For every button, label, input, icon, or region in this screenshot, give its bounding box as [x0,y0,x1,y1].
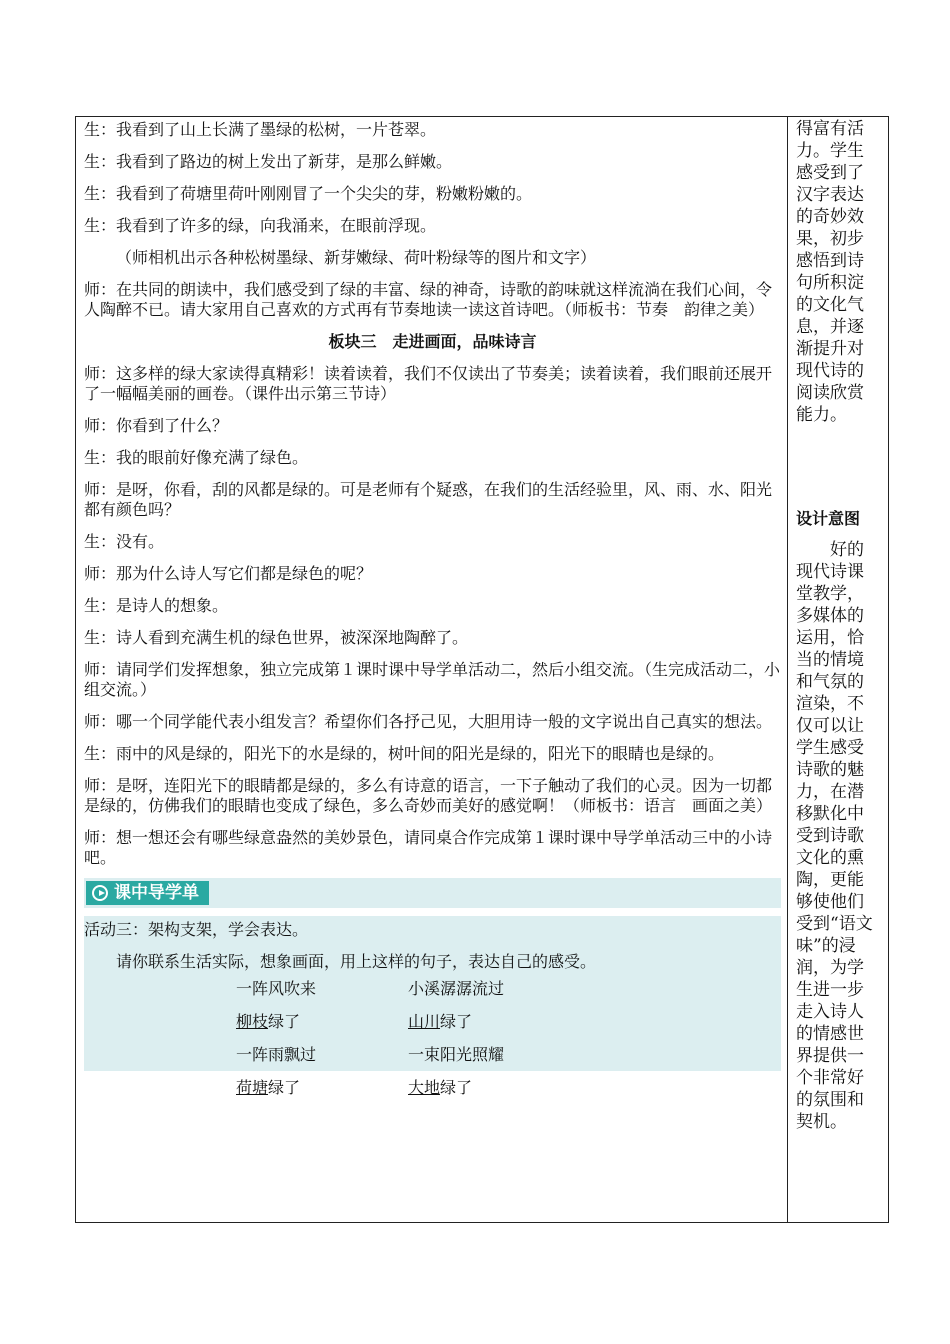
line-5: （师相机出示各种松树墨绿、新芽嫩绿、荷叶粉绿等的图片和文字） [116,248,597,267]
line-17: 生：雨中的风是绿的，阳光下的水是绿的，树叶间的阳光是绿的，阳光下的眼睛也是绿的。 [84,744,725,763]
guide-sheet-badge [86,881,209,905]
line-8: 师：你看到了什么？ [84,416,229,435]
activity-title: 活动三：架构支架，学会表达。 [84,920,309,939]
line-6: 师：在共同的朗读中，我们感受到了绿的丰富、绿的神奇，诗歌的韵味就这样流淌在我们心间，令人陶醉不已。请大家用自己喜欢的方式再有节奏地读一读这首诗吧。（师板书：节奏 韵律之美） [84,280,773,319]
poem-row [236,978,781,1000]
main-column [84,117,781,1097]
line-16: 师：哪一个同学能代表小组发言？希望你们各抒己见，大胆用诗一般的文字说出自己真实的想法。 [84,712,773,731]
section-heading: 板块三 走进画面，品味诗言 [328,332,537,351]
poem-cell [236,1077,408,1099]
poem-suffix: 绿了 [440,1078,473,1097]
line-3: 生：我看到了荷塘里荷叶刚刚冒了一个尖尖的芽，粉嫩粉嫩的。 [84,184,533,203]
poem-cell: 一阵风吹来 [236,979,317,998]
column-divider [787,116,788,1223]
poem-cell: 小溪潺潺流过 [408,979,505,998]
activity-prompt: 请你联系生活实际，想象画面，用上这样的句子，表达自己的感受。 [116,952,597,971]
activity-panel [84,916,781,1097]
poem-cell [408,1077,608,1099]
poem-suffix: 绿了 [268,1012,301,1031]
badge-label: 课中导学单 [114,883,199,903]
line-11: 生：没有。 [84,532,165,551]
poem-cell [408,1011,608,1033]
play-circle-icon [92,885,108,901]
poem-cell [236,1011,408,1033]
line-18: 师：是呀，连阳光下的眼睛都是绿的，多么有诗意的语言，一下子触动了我们的心灵。因为一切都是绿的，仿佛我们的眼睛也变成了绿色，多么奇妙而美好的感觉啊！（师板书：语言 画面之美） [84,776,773,815]
poem-underlined-word: 柳枝 [236,1012,269,1031]
poem-suffix: 绿了 [440,1012,473,1031]
line-13: 生：是诗人的想象。 [84,596,229,615]
line-4: 生：我看到了许多的绿，向我涌来，在眼前浮现。 [84,216,437,235]
line-1: 生：我看到了山上长满了墨绿的松树，一片苍翠。 [84,120,437,139]
poem-row [236,1077,781,1099]
line-7: 师：这多样的绿大家读得真精彩！读着读着，我们不仅读出了节奏美；读着读着，我们眼前还展开了一幅幅美丽的画卷。（课件出示第三节诗） [84,364,773,403]
poem-underlined-word: 荷塘 [236,1078,269,1097]
side-note-top: 得富有活力。学生感受到了汉字表达的奇妙效果，初步感悟到诗句所积淀的文化气息，并逐渐提升对现代诗的阅读欣赏能力。 [796,119,864,425]
line-10: 师：是呀，你看，刮的风都是绿的。可是老师有个疑惑，在我们的生活经验里，风、雨、水、阳光都有颜色吗？ [84,480,773,519]
poem-cell: 一阵雨飘过 [236,1045,317,1064]
poem-underlined-word: 山川 [408,1012,441,1031]
line-19: 师：想一想还会有哪些绿意盎然的美妙景色，请同桌合作完成第１课时课中导学单活动三中的小诗吧。 [84,828,773,867]
line-2: 生：我看到了路边的树上发出了新芽，是那么鲜嫩。 [84,152,453,171]
poem-underlined-word: 大地 [408,1078,441,1097]
poem-row [236,1011,781,1033]
poem-suffix: 绿了 [268,1078,301,1097]
design-intent-title: 设计意图 [796,509,861,528]
poem-grid [236,978,781,1099]
poem-cell: 一束阳光照耀 [408,1045,505,1064]
line-14: 生：诗人看到充满生机的绿色世界，被深深地陶醉了。 [84,628,469,647]
line-12: 师：那为什么诗人写它们都是绿色的呢？ [84,564,373,583]
guide-sheet-bar [84,878,781,908]
line-15: 师：请同学们发挥想象，独立完成第１课时课中导学单活动二，然后小组交流。（生完成活动二，小组交流。） [84,660,781,699]
line-9: 生：我的眼前好像充满了绿色。 [84,448,309,467]
design-intent-text: 好的现代诗课堂教学，多媒体的运用，恰当的情境和气氛的渲染，不仅可以让学生感受诗歌的魅力，在潜移默化中受到诗歌文化的熏陶，更能够使他们受到“语文味”的浸润，为学生进一步走入诗人的情感世界提供一个非常好的氛围和契机。 [796,540,873,1132]
poem-row [236,1044,781,1066]
